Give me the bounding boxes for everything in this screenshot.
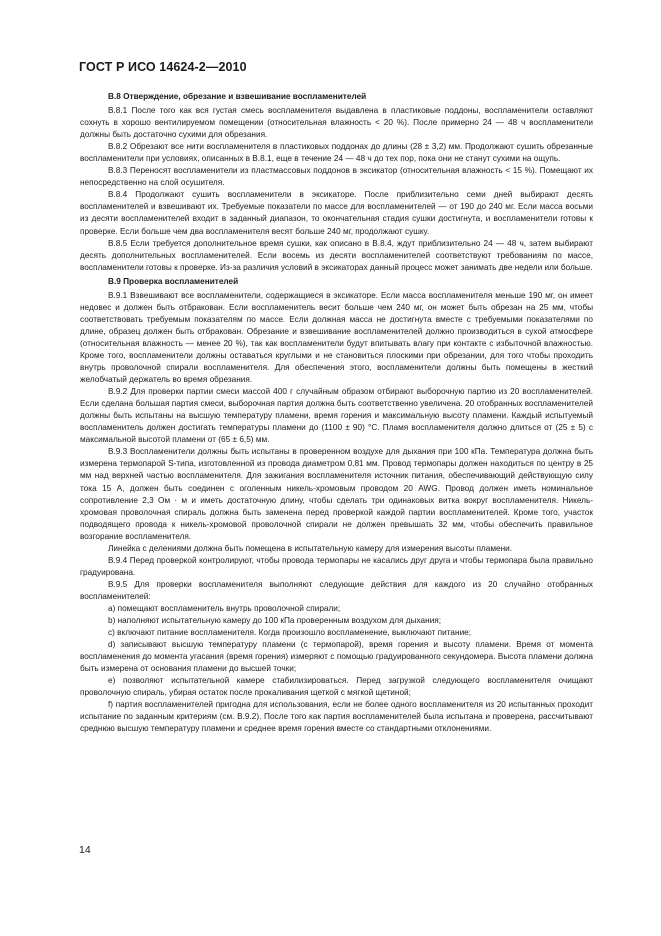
paragraph-b8-4: В.8.4 Продолжают сушить воспламенители в эксикаторе. После приблизительно семи дней выбирают десять воспламенителей и взвешивают их. Требуемые показатели по массе для воспламенителей — от 190 до 240 мг. Если масса восьми из десяти воспламенителей входит в заданный диапазон, то окончательная стадия сушки достигнута, и воспламенители готовы к проверке. Если больше чем два воспламенителя весят больше 240 мг, продолжают сушку. <box>80 190 593 236</box>
paragraph-b9-1: В.9.1 Взвешивают все воспламенители, содержащиеся в эксикаторе. Если масса воспламенителя меньше 190 мг, он имеет недовес и должен быть отбракован. Если воспламенитель весит больше чем 240 мг, он может быть обрезан на 25 мм, чтобы соответствовать требуемым показателям по массе. Если должная масса не достигнута вместе с требуемыми показателями по длине, образец должен быть отбракован. Обрезание и взвешивание воспламенителей должно производиться в сухой атмосфере (относительная влажность — менее 20 %), так как воспламенители будут впитывать влагу при контакте с избыточной влажностью. Кроме того, воспламенители должны оставаться круглыми и не становиться плоскими при обрезании, для того чтобы проходить внутрь проволочной спирали воспламенителя. Для обеспечения этого, воспламенители должны быть помещены в жесткий желобчатый держатель во время обрезания. <box>80 290 593 385</box>
page-number: 14 <box>79 844 91 856</box>
section-heading-b9: В.9 Проверка воспламенителей <box>108 276 239 286</box>
list-item-c: c) включают питание воспламенителя. Когда произошло воспламенение, выключают питание; <box>108 628 472 638</box>
paragraph-b8-1: В.8.1 После того как вся густая смесь воспламенителя выдавлена в пластиковые поддоны, воспламенители оставляют сохнуть в хорошо вентилируемом помещении (относительная влажность < 20 %). После примерно 24 — 48 ч воспламенители должны быть достаточно сухими для обрезания. <box>80 106 593 140</box>
paragraph-b9-2: В.9.2 Для проверки партии смеси массой 400 г случайным образом отбирают выборочную партию из 20 воспламенителей. Если сделана большая партия смеси, выборочная партия должна быть соответственно увеличена. 20 отобранных воспламенителей должны быть испытаны на высшую температуру пламени, время горения и максимальную высоту пламени. Каждый испытуемый воспламенитель должен достигать температуры пламени до (1100 ± 90) °С. Пламя воспламенителя должно длиться от (25 ± 5) с максимальной высотой пламени от (65 ± 6,5) мм. <box>80 387 593 445</box>
paragraph-b9-4: В.9.4 Перед проверкой контролируют, чтобы провода термопары не касались друг друга и чтобы термопара была правильно градуирована. <box>80 555 593 577</box>
list-item-b: b) наполняют испытательную камеру до 100 кПа проверенным воздухом для дыхания; <box>108 616 442 626</box>
paragraph-b9-3-ruler: Линейка с делениями должна быть помещена в испытательную камеру для измерения высоты пламени. <box>108 543 513 553</box>
paragraph-b9-5: В.9.5 Для проверки воспламенителя выполняют следующие действия для каждого из 20 случайно отобранных воспламенителей: <box>80 579 593 601</box>
document-header-title: ГОСТ Р ИСО 14624-2—2010 <box>79 60 247 74</box>
paragraph-b8-2: В.8.2 Обрезают все нити воспламенителя в пластиковых поддонах до длины (28 ± 3,2) мм. Продолжают сушить обрезанные воспламенители при условиях, описанных в В.8.1, еще в течение 24 — 48 ч до тех пор, пока они не станут сухими на ощупь. <box>80 142 593 164</box>
list-item-e: e) позволяют испытательной камере стабилизироваться. Перед загрузкой следующего воспламенителя очищают проволочную спираль, убирая остаток после прокаливания щеткой с мягкой щетиной; <box>80 676 593 698</box>
list-item-a: а) помещают воспламенитель внутрь проволочной спирали; <box>108 603 341 613</box>
list-item-f: f) партия воспламенителей пригодна для использования, если не более одного воспламенителя из 20 испытанных проходит испытание по заданным критериям (см. В.9.2). После того как партия воспламенителей была испытана и проверена, рассчитывают среднюю высшую температуру пламени и среднее время горения вместе со стандартными отклонениями. <box>80 700 593 734</box>
paragraph-b8-3: В.8.3 Переносят воспламенители из пластмассовых поддонов в эксикатор (относительная влажность < 15 %). Помещают их непосредственно на слой осушителя. <box>80 166 593 188</box>
paragraph-b8-5: В.8.5 Если требуется дополнительное время сушки, как описано в В.8.4, ждут приблизительно 24 — 48 ч, затем выбирают десять дополнительных воспламенителей. Если восемь из десяти воспламенителей соответствуют требованиям по массе, воспламенители готовы к проверке. Из-за различия условий в эксикаторах данный процесс может занимать две недели или больше. <box>80 238 593 272</box>
paragraph-b9-3: В.9.3 Воспламенители должны быть испытаны в проверенном воздухе для дыхания при 100 кПа. Температура должна быть измерена термопарой S-типа, изготовленной из провода диаметром 0,81 мм. Провод термопары должен находиться по центру в 25 мм над верхней частью воспламенителя. Для зажигания воспламенителя источник питания, обеспечивающий действующую силу тока 15 А, должен быть соединен с оголенным никель-хромовым проводом 20 AWG. Провод должен иметь номинальное сопротивление 2,3 Ом · м и иметь достаточную длину, чтобы сделать три одинаковых витка вокруг воспламенителя. Никель-хромовая проволочная спираль должна быть заменена перед проверкой каждой партии воспламенителей. Кроме того, участок подводящего провода к никель-хромовой проволочной спирали не должен превышать 32 мм, чтобы обеспечить правильное возгорание воспламенителя. <box>80 447 593 541</box>
list-item-d: d) записывают высшую температуру пламени (с термопарой), время горения и высоту пламени. Время от момента воспламенения до момента угасания (время горения) измеряют с помощью градуированного секундомера. Высота пламени должна быть измерена от основания пламени до высшей точки; <box>80 640 593 674</box>
document-body <box>80 91 593 735</box>
section-heading-b8: В.8 Отверждение, обрезание и взвешивание воспламенителей <box>108 92 367 101</box>
